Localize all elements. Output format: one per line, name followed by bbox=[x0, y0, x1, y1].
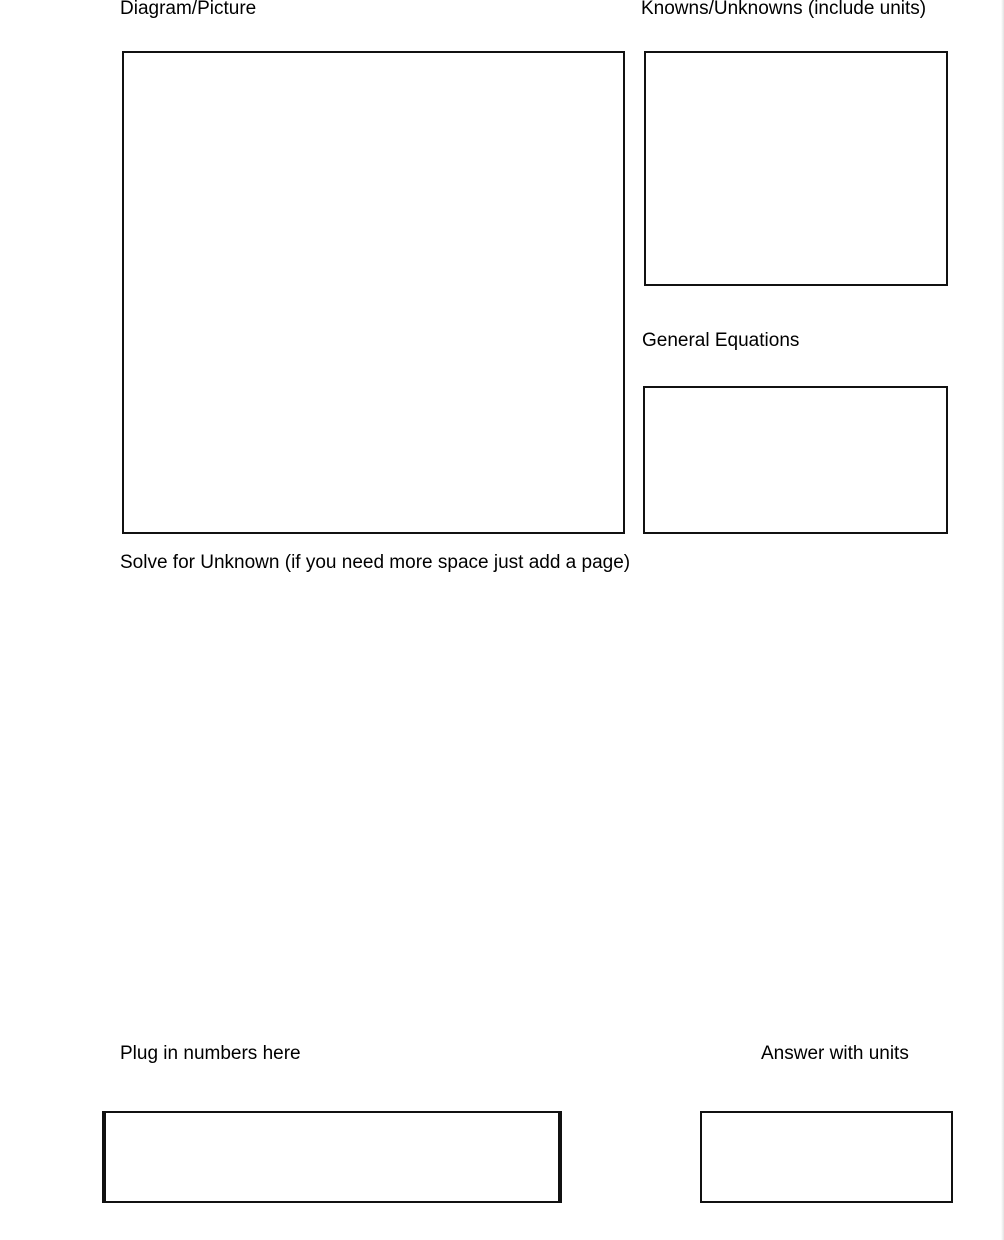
plug-in-numbers-box[interactable] bbox=[102, 1111, 562, 1203]
answer-with-units-box[interactable] bbox=[700, 1111, 953, 1203]
answer-with-units-label: Answer with units bbox=[761, 1043, 909, 1064]
knowns-unknowns-label: Knowns/Unknowns (include units) bbox=[641, 0, 927, 19]
general-equations-label: General Equations bbox=[642, 330, 800, 351]
knowns-unknowns-box[interactable] bbox=[644, 51, 948, 286]
general-equations-box[interactable] bbox=[643, 386, 948, 534]
solve-for-unknown-label: Solve for Unknown (if you need more space just add a page) bbox=[120, 552, 631, 573]
diagram-picture-label: Diagram/Picture bbox=[120, 0, 257, 19]
solve-for-unknown-area[interactable] bbox=[120, 585, 950, 1025]
plug-in-numbers-label: Plug in numbers here bbox=[120, 1043, 301, 1064]
diagram-picture-box[interactable] bbox=[122, 51, 625, 534]
